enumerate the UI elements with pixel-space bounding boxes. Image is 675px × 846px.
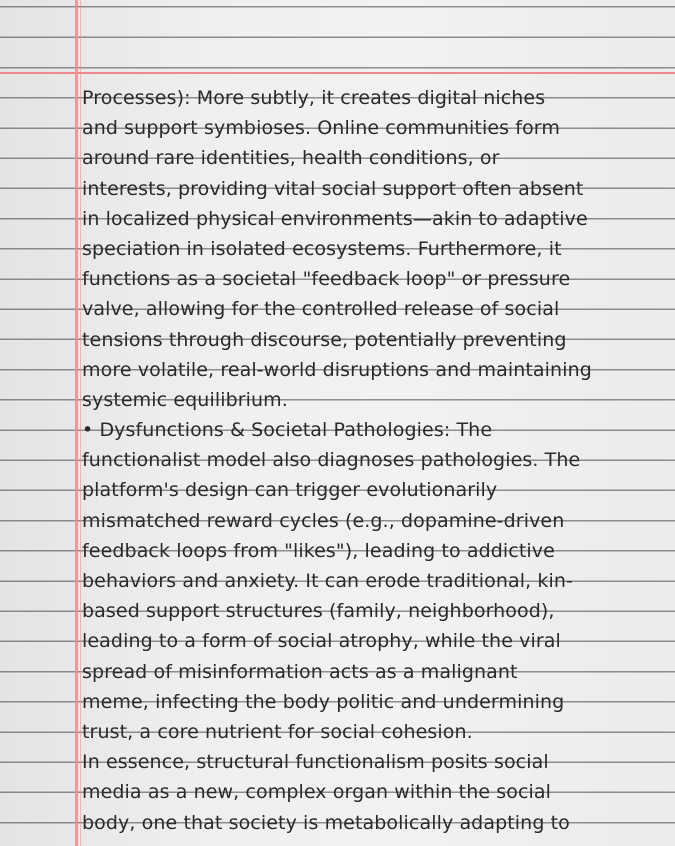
text-line: based support structures (family, neighborhood), bbox=[82, 600, 555, 623]
text-line: tensions through discourse, potentially preventing bbox=[82, 328, 567, 351]
handwritten-text bbox=[82, 83, 667, 838]
text-line: • Dysfunctions & Societal Pathologies: The bbox=[82, 419, 493, 442]
text-line: and support symbioses. Online communities form bbox=[82, 117, 560, 140]
text-line: functionalist model also diagnoses pathologies. The bbox=[82, 449, 581, 472]
text-line: interests, providing vital social support often absent bbox=[82, 177, 584, 200]
text-line: around rare identities, health conditions, or bbox=[82, 147, 500, 170]
text-line: systemic equilibrium. bbox=[82, 388, 288, 411]
text-line: in localized physical environments—akin to adaptive bbox=[82, 207, 588, 230]
text-line: valve, allowing for the controlled release of social bbox=[82, 298, 560, 321]
text-line: mismatched reward cycles (e.g., dopamine-driven bbox=[82, 509, 565, 532]
left-margin-line bbox=[75, 0, 78, 846]
text-line: body, one that society is metabolically adapting to bbox=[82, 811, 570, 834]
text-line: trust, a core nutrient for social cohesion. bbox=[82, 720, 473, 743]
text-line: more volatile, real-world disruptions and maintaining bbox=[82, 358, 592, 381]
text-line: media as a new, complex organ within the social bbox=[82, 781, 552, 804]
text-line: feedback loops from "likes"), leading to addictive bbox=[82, 539, 555, 562]
text-line: Processes): More subtly, it creates digital niches bbox=[82, 87, 546, 109]
text-line: meme, infecting the body politic and undermining bbox=[82, 690, 565, 713]
text-line: platform's design can trigger evolutionarily bbox=[82, 479, 498, 502]
top-margin-line bbox=[0, 72, 675, 74]
text-line: speciation in isolated ecosystems. Furthermore, it bbox=[82, 237, 562, 260]
text-line: leading to a form of social atrophy, while the viral bbox=[82, 630, 561, 653]
text-line: behaviors and anxiety. It can erode traditional, kin- bbox=[82, 570, 573, 592]
text-line: functions as a societal "feedback loop" or pressure bbox=[82, 268, 571, 291]
text-line: spread of misinformation acts as a malignant bbox=[82, 660, 518, 683]
text-line: In essence, structural functionalism posits social bbox=[82, 751, 549, 774]
left-margin-line-secondary bbox=[80, 0, 81, 846]
